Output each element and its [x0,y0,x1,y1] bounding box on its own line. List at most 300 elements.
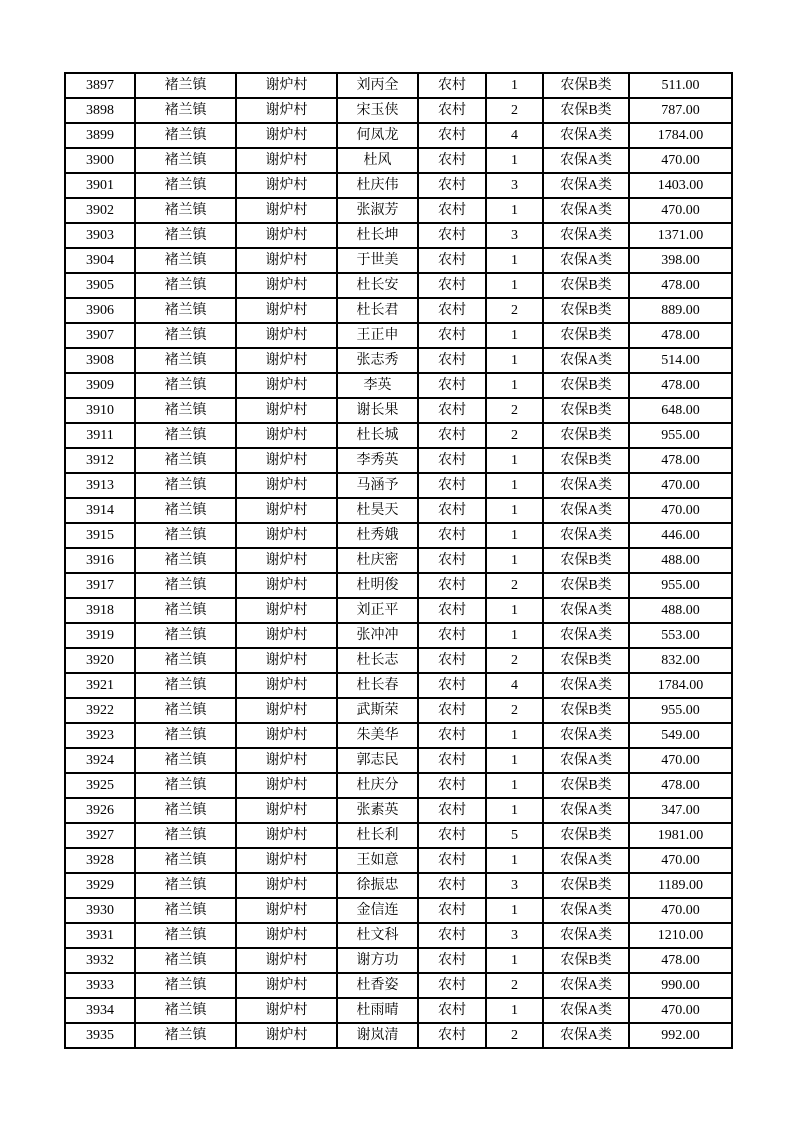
cell-amount: 787.00 [629,98,732,123]
cell-name: 宋玉侠 [337,98,418,123]
cell-person_count: 1 [486,623,543,648]
cell-amount: 446.00 [629,523,732,548]
cell-name: 杜长利 [337,823,418,848]
cell-amount: 470.00 [629,498,732,523]
cell-insurance_category: 农保A类 [543,898,629,923]
cell-seq: 3898 [65,98,135,123]
cell-insurance_category: 农保B类 [543,373,629,398]
table-row [65,923,732,948]
cell-name: 王正申 [337,323,418,348]
cell-village: 谢炉村 [236,823,337,848]
cell-residence_type: 农村 [418,223,486,248]
cell-amount: 511.00 [629,73,732,98]
cell-village: 谢炉村 [236,548,337,573]
cell-town: 褚兰镇 [135,623,236,648]
cell-village: 谢炉村 [236,923,337,948]
cell-residence_type: 农村 [418,773,486,798]
cell-name: 杜庆分 [337,773,418,798]
table-row [65,648,732,673]
table-row [65,598,732,623]
cell-seq: 3928 [65,848,135,873]
cell-name: 杜文科 [337,923,418,948]
cell-insurance_category: 农保B类 [543,398,629,423]
cell-name: 谢岚清 [337,1023,418,1048]
cell-person_count: 1 [486,498,543,523]
table-row [65,1023,732,1048]
cell-village: 谢炉村 [236,948,337,973]
cell-residence_type: 农村 [418,823,486,848]
cell-town: 褚兰镇 [135,773,236,798]
cell-residence_type: 农村 [418,673,486,698]
cell-seq: 3913 [65,473,135,498]
cell-person_count: 3 [486,923,543,948]
table-row [65,223,732,248]
cell-person_count: 4 [486,123,543,148]
cell-person_count: 1 [486,598,543,623]
cell-seq: 3927 [65,823,135,848]
cell-insurance_category: 农保B类 [543,948,629,973]
cell-insurance_category: 农保B类 [543,648,629,673]
cell-name: 杜长君 [337,298,418,323]
cell-person_count: 1 [486,723,543,748]
cell-person_count: 1 [486,198,543,223]
table-row [65,473,732,498]
cell-insurance_category: 农保B类 [543,698,629,723]
table-row [65,823,732,848]
cell-residence_type: 农村 [418,923,486,948]
cell-village: 谢炉村 [236,198,337,223]
cell-town: 褚兰镇 [135,448,236,473]
table-row [65,123,732,148]
table-row [65,773,732,798]
cell-amount: 470.00 [629,898,732,923]
insurance-roster-table [64,72,733,1049]
table-row [65,748,732,773]
cell-village: 谢炉村 [236,523,337,548]
cell-amount: 478.00 [629,448,732,473]
cell-town: 褚兰镇 [135,398,236,423]
cell-town: 褚兰镇 [135,498,236,523]
cell-insurance_category: 农保A类 [543,473,629,498]
cell-residence_type: 农村 [418,873,486,898]
cell-amount: 347.00 [629,798,732,823]
cell-name: 徐振忠 [337,873,418,898]
cell-town: 褚兰镇 [135,948,236,973]
cell-village: 谢炉村 [236,698,337,723]
cell-person_count: 1 [486,898,543,923]
cell-amount: 1371.00 [629,223,732,248]
table-row [65,698,732,723]
cell-insurance_category: 农保A类 [543,1023,629,1048]
cell-village: 谢炉村 [236,73,337,98]
cell-seq: 3921 [65,673,135,698]
cell-residence_type: 农村 [418,723,486,748]
cell-insurance_category: 农保A类 [543,348,629,373]
cell-insurance_category: 农保A类 [543,248,629,273]
cell-amount: 478.00 [629,948,732,973]
cell-amount: 470.00 [629,473,732,498]
cell-town: 褚兰镇 [135,123,236,148]
cell-residence_type: 农村 [418,598,486,623]
cell-village: 谢炉村 [236,248,337,273]
cell-name: 谢方功 [337,948,418,973]
cell-name: 杜明俊 [337,573,418,598]
cell-village: 谢炉村 [236,973,337,998]
cell-insurance_category: 农保A类 [543,173,629,198]
cell-name: 杜风 [337,148,418,173]
cell-seq: 3905 [65,273,135,298]
cell-name: 杜长城 [337,423,418,448]
cell-person_count: 3 [486,173,543,198]
cell-village: 谢炉村 [236,323,337,348]
cell-seq: 3932 [65,948,135,973]
cell-amount: 990.00 [629,973,732,998]
cell-name: 武斯荣 [337,698,418,723]
table-row [65,723,732,748]
cell-village: 谢炉村 [236,373,337,398]
cell-person_count: 1 [486,373,543,398]
table-row [65,398,732,423]
table-row [65,373,732,398]
cell-residence_type: 农村 [418,298,486,323]
cell-insurance_category: 农保A类 [543,673,629,698]
cell-residence_type: 农村 [418,973,486,998]
cell-residence_type: 农村 [418,1023,486,1048]
cell-person_count: 4 [486,673,543,698]
cell-town: 褚兰镇 [135,223,236,248]
cell-town: 褚兰镇 [135,898,236,923]
cell-person_count: 2 [486,398,543,423]
cell-seq: 3922 [65,698,135,723]
cell-amount: 1189.00 [629,873,732,898]
cell-village: 谢炉村 [236,623,337,648]
cell-seq: 3918 [65,598,135,623]
cell-village: 谢炉村 [236,348,337,373]
cell-name: 张素英 [337,798,418,823]
cell-amount: 478.00 [629,273,732,298]
cell-name: 郭志民 [337,748,418,773]
cell-insurance_category: 农保B类 [543,323,629,348]
cell-person_count: 2 [486,698,543,723]
cell-residence_type: 农村 [418,173,486,198]
cell-town: 褚兰镇 [135,423,236,448]
cell-town: 褚兰镇 [135,973,236,998]
cell-village: 谢炉村 [236,748,337,773]
cell-town: 褚兰镇 [135,173,236,198]
table-row [65,98,732,123]
cell-person_count: 1 [486,948,543,973]
cell-person_count: 2 [486,1023,543,1048]
cell-name: 张志秀 [337,348,418,373]
cell-amount: 514.00 [629,348,732,373]
cell-town: 褚兰镇 [135,198,236,223]
cell-name: 杜长安 [337,273,418,298]
cell-person_count: 1 [486,798,543,823]
cell-seq: 3934 [65,998,135,1023]
table-row [65,423,732,448]
cell-name: 李英 [337,373,418,398]
cell-person_count: 1 [486,448,543,473]
table-row [65,348,732,373]
cell-name: 杜雨晴 [337,998,418,1023]
cell-person_count: 2 [486,298,543,323]
cell-amount: 648.00 [629,398,732,423]
cell-name: 王如意 [337,848,418,873]
cell-person_count: 1 [486,348,543,373]
cell-person_count: 2 [486,573,543,598]
cell-seq: 3926 [65,798,135,823]
cell-town: 褚兰镇 [135,148,236,173]
cell-residence_type: 农村 [418,648,486,673]
cell-person_count: 1 [486,523,543,548]
cell-seq: 3910 [65,398,135,423]
cell-person_count: 2 [486,98,543,123]
cell-amount: 1403.00 [629,173,732,198]
cell-amount: 470.00 [629,748,732,773]
cell-residence_type: 农村 [418,573,486,598]
cell-town: 褚兰镇 [135,723,236,748]
cell-seq: 3925 [65,773,135,798]
cell-amount: 832.00 [629,648,732,673]
cell-village: 谢炉村 [236,173,337,198]
cell-person_count: 3 [486,873,543,898]
cell-person_count: 1 [486,848,543,873]
table-row [65,498,732,523]
cell-person_count: 1 [486,548,543,573]
table-row [65,898,732,923]
cell-seq: 3907 [65,323,135,348]
cell-insurance_category: 农保A类 [543,148,629,173]
cell-residence_type: 农村 [418,73,486,98]
cell-name: 刘正平 [337,598,418,623]
cell-name: 张淑芳 [337,198,418,223]
cell-amount: 992.00 [629,1023,732,1048]
cell-village: 谢炉村 [236,898,337,923]
cell-name: 金信连 [337,898,418,923]
cell-amount: 955.00 [629,573,732,598]
cell-person_count: 1 [486,323,543,348]
cell-seq: 3912 [65,448,135,473]
table-row [65,548,732,573]
cell-insurance_category: 农保B类 [543,448,629,473]
cell-residence_type: 农村 [418,373,486,398]
cell-seq: 3930 [65,898,135,923]
cell-seq: 3917 [65,573,135,598]
cell-name: 于世美 [337,248,418,273]
table-row [65,148,732,173]
table-row [65,323,732,348]
cell-residence_type: 农村 [418,498,486,523]
table-row [65,73,732,98]
cell-name: 朱美华 [337,723,418,748]
cell-name: 刘丙全 [337,73,418,98]
cell-village: 谢炉村 [236,448,337,473]
cell-seq: 3916 [65,548,135,573]
cell-name: 杜庆伟 [337,173,418,198]
cell-village: 谢炉村 [236,423,337,448]
cell-insurance_category: 农保A类 [543,973,629,998]
cell-insurance_category: 农保A类 [543,848,629,873]
cell-residence_type: 农村 [418,548,486,573]
cell-person_count: 2 [486,423,543,448]
table-row [65,248,732,273]
cell-insurance_category: 农保B类 [543,298,629,323]
cell-name: 李秀英 [337,448,418,473]
table-row [65,298,732,323]
cell-amount: 955.00 [629,698,732,723]
cell-village: 谢炉村 [236,498,337,523]
cell-town: 褚兰镇 [135,798,236,823]
cell-insurance_category: 农保A类 [543,748,629,773]
cell-town: 褚兰镇 [135,248,236,273]
cell-insurance_category: 农保A类 [543,198,629,223]
cell-seq: 3901 [65,173,135,198]
cell-village: 谢炉村 [236,998,337,1023]
cell-insurance_category: 农保A类 [543,923,629,948]
cell-seq: 3919 [65,623,135,648]
cell-village: 谢炉村 [236,648,337,673]
cell-seq: 3933 [65,973,135,998]
cell-name: 杜秀娥 [337,523,418,548]
cell-insurance_category: 农保B类 [543,823,629,848]
cell-amount: 478.00 [629,323,732,348]
cell-residence_type: 农村 [418,248,486,273]
cell-seq: 3935 [65,1023,135,1048]
cell-name: 何凤龙 [337,123,418,148]
cell-residence_type: 农村 [418,198,486,223]
cell-village: 谢炉村 [236,148,337,173]
cell-name: 杜长坤 [337,223,418,248]
cell-residence_type: 农村 [418,948,486,973]
cell-amount: 1210.00 [629,923,732,948]
cell-person_count: 1 [486,773,543,798]
cell-residence_type: 农村 [418,348,486,373]
cell-town: 褚兰镇 [135,98,236,123]
cell-person_count: 3 [486,223,543,248]
cell-village: 谢炉村 [236,773,337,798]
cell-amount: 478.00 [629,773,732,798]
cell-name: 杜昊天 [337,498,418,523]
cell-village: 谢炉村 [236,673,337,698]
cell-village: 谢炉村 [236,398,337,423]
cell-amount: 470.00 [629,998,732,1023]
cell-village: 谢炉村 [236,598,337,623]
cell-amount: 398.00 [629,248,732,273]
cell-seq: 3906 [65,298,135,323]
table-row [65,573,732,598]
cell-residence_type: 农村 [418,748,486,773]
cell-residence_type: 农村 [418,323,486,348]
cell-town: 褚兰镇 [135,998,236,1023]
cell-village: 谢炉村 [236,223,337,248]
cell-person_count: 1 [486,748,543,773]
cell-seq: 3900 [65,148,135,173]
cell-seq: 3902 [65,198,135,223]
cell-insurance_category: 农保B类 [543,773,629,798]
cell-residence_type: 农村 [418,148,486,173]
cell-insurance_category: 农保A类 [543,623,629,648]
cell-village: 谢炉村 [236,273,337,298]
cell-residence_type: 农村 [418,123,486,148]
cell-residence_type: 农村 [418,798,486,823]
cell-village: 谢炉村 [236,1023,337,1048]
table-row [65,873,732,898]
cell-town: 褚兰镇 [135,348,236,373]
table-row [65,173,732,198]
cell-amount: 470.00 [629,198,732,223]
cell-seq: 3914 [65,498,135,523]
cell-village: 谢炉村 [236,798,337,823]
cell-residence_type: 农村 [418,273,486,298]
cell-seq: 3929 [65,873,135,898]
cell-town: 褚兰镇 [135,273,236,298]
cell-person_count: 1 [486,73,543,98]
cell-residence_type: 农村 [418,423,486,448]
cell-town: 褚兰镇 [135,748,236,773]
cell-amount: 488.00 [629,548,732,573]
cell-name: 马涵予 [337,473,418,498]
cell-village: 谢炉村 [236,123,337,148]
cell-town: 褚兰镇 [135,373,236,398]
cell-seq: 3924 [65,748,135,773]
cell-seq: 3923 [65,723,135,748]
cell-seq: 3911 [65,423,135,448]
cell-name: 杜庆密 [337,548,418,573]
cell-amount: 470.00 [629,848,732,873]
cell-town: 褚兰镇 [135,673,236,698]
cell-name: 杜长志 [337,648,418,673]
table-row [65,948,732,973]
cell-residence_type: 农村 [418,898,486,923]
cell-insurance_category: 农保A类 [543,998,629,1023]
cell-person_count: 1 [486,248,543,273]
cell-person_count: 1 [486,273,543,298]
cell-insurance_category: 农保B类 [543,573,629,598]
cell-amount: 1981.00 [629,823,732,848]
cell-residence_type: 农村 [418,623,486,648]
cell-amount: 1784.00 [629,123,732,148]
cell-person_count: 1 [486,148,543,173]
table-row [65,998,732,1023]
table-row [65,623,732,648]
cell-insurance_category: 农保B类 [543,73,629,98]
cell-residence_type: 农村 [418,698,486,723]
cell-insurance_category: 农保B类 [543,98,629,123]
cell-village: 谢炉村 [236,848,337,873]
cell-seq: 3908 [65,348,135,373]
cell-insurance_category: 农保A类 [543,523,629,548]
cell-seq: 3904 [65,248,135,273]
cell-village: 谢炉村 [236,473,337,498]
table-row [65,673,732,698]
cell-town: 褚兰镇 [135,573,236,598]
cell-name: 杜长春 [337,673,418,698]
cell-insurance_category: 农保B类 [543,873,629,898]
table-row [65,973,732,998]
cell-seq: 3915 [65,523,135,548]
cell-residence_type: 农村 [418,998,486,1023]
table-row [65,798,732,823]
cell-town: 褚兰镇 [135,298,236,323]
cell-seq: 3897 [65,73,135,98]
cell-village: 谢炉村 [236,298,337,323]
cell-insurance_category: 农保B类 [543,423,629,448]
cell-village: 谢炉村 [236,723,337,748]
cell-residence_type: 农村 [418,848,486,873]
cell-residence_type: 农村 [418,473,486,498]
cell-insurance_category: 农保A类 [543,798,629,823]
cell-residence_type: 农村 [418,448,486,473]
